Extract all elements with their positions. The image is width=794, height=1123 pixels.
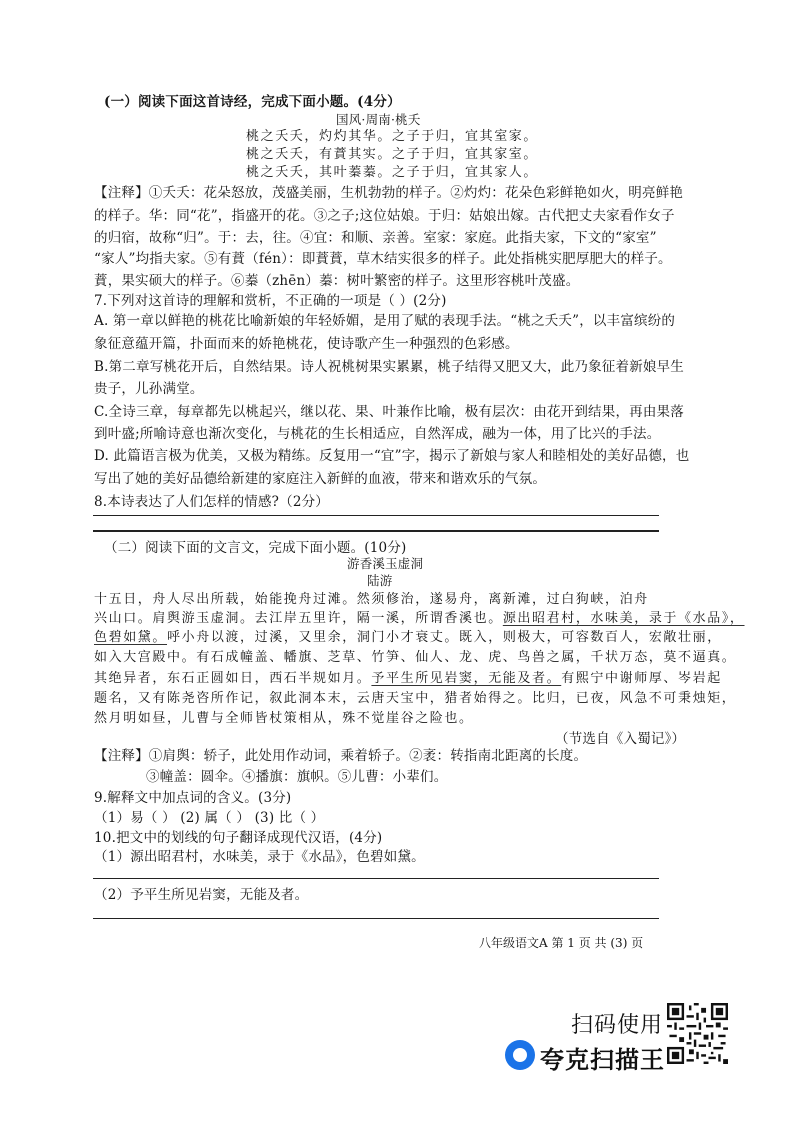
page-footer: 八年级语文A 第 1 页 共 (3) 页 (479, 936, 644, 950)
answer-line[interactable] (93, 515, 659, 516)
passage-line (94, 630, 722, 646)
passage-line (94, 611, 745, 627)
underlined-sentence-1-cont: 色碧如黛。 (94, 630, 168, 645)
answer-line[interactable] (93, 918, 659, 919)
text-author: 陆游 (367, 573, 393, 588)
passage-text: 有熙宁中谢师厚、岑岩起 (561, 671, 722, 686)
poem-note-line: 的样子。华：同“花”，指盛开的花。③之子;这位姑娘。于归：姑娘出嫁。古代把丈夫家看作女子 (94, 208, 675, 224)
passage-note-line: ③幢盖：圆伞。④播旗：旗帜。⑤儿曹：小辈们。 (146, 769, 448, 785)
q9-blanks[interactable]: （1）易（ ） (2) 属（ ） (3) 比（ ） (94, 810, 325, 826)
passage-line (94, 671, 722, 687)
scan-caption: 扫码使用 (571, 1013, 664, 1038)
q10-item-1: （1）源出昭君村，水味美，录于《水品》，色碧如黛。 (94, 849, 425, 865)
q7-option-b: B.第二章写桃花开后，自然结果。诗人祝桃树果实累累，桃子结得又肥又大，此乃象征着新娘早生 (94, 359, 685, 375)
passage-line: 如入大宫殿中。有石成幢盖、幡旗、芝草、竹笋、仙人、龙、虎、鸟兽之属，千状万态，莫不逼真。 (94, 650, 737, 665)
q8-stem: 8.本诗表达了人们怎样的情感?（2分） (94, 494, 330, 510)
poem-title: 国风·周南·桃夭 (336, 112, 421, 127)
underlined-sentence-2: 予平生所见岩窦，无能及者。 (371, 671, 562, 686)
q7-option-a-cont: 象征意蕴开篇，扑面而来的娇艳桃花，使诗歌产生一种强烈的色彩感。 (94, 336, 519, 352)
text-title: 游香溪玉虚洞 (347, 556, 424, 571)
passage-text: 其绝异者，东石正圆如日，西石半规如月。 (94, 671, 372, 686)
q10-stem: 10.把文中的划线的句子翻译成现代汉语，(4分) (94, 830, 383, 846)
scanner-brand: 夸克扫描王 (540, 1046, 665, 1074)
poem-note-line: “家人”均指夫家。⑤有蕡（fén）：即蕡蕡，草木结实很多的样子。此处指桃实肥厚肥大的样子。 (94, 251, 672, 267)
poem-line-1: 桃之夭夭，灼灼其华。之子于归，宜其室家。 (246, 129, 539, 144)
passage-text: 呼小舟以渡，过溪，又里余，洞门小才衰丈。既入，则极大，可容数百人，宏敞壮丽， (167, 630, 722, 645)
q7-option-c-cont: 到叶盛;所喻诗意也渐次变化，与桃花的生长相适应，自然浑成，融为一体，用了比兴的手法。 (94, 426, 661, 442)
section-divider (93, 530, 659, 532)
underlined-sentence-1: 源出昭君村，水味美，录于《水品》， (502, 611, 745, 626)
section2-heading: （二）阅读下面的文言文，完成下面小题。(10分) (104, 540, 407, 556)
poem-line-3: 桃之夭夭，其叶蓁蓁。之子于归，宜其家人。 (246, 165, 539, 180)
passage-line: 十五日，舟人尽出所载，始能挽舟过滩。然须修治，遂易舟，离新滩，过白狗峡，泊舟 (94, 592, 649, 607)
poem-line-2: 桃之夭夭，有蕡其实。之子于归，宜其家室。 (246, 147, 539, 162)
q7-stem: 7.下列对这首诗的理解和赏析，不正确的一项是（ ）(2分) (94, 293, 447, 309)
q7-option-d-cont: 写出了她的美好品德给新建的家庭注入新鲜的血液，带来和谐欢乐的气氛。 (94, 471, 547, 487)
q7-option-a: A. 第一章以鲜艳的桃花比喻新娘的年轻娇媚，是用了赋的表现手法。“桃之夭夭”，以丰富缤纷的 (94, 313, 676, 329)
quark-logo-icon (505, 1040, 535, 1070)
q7-option-b-cont: 贵子，儿孙满堂。 (94, 381, 204, 397)
answer-line[interactable] (93, 878, 659, 879)
poem-note-line: 的归宿，故称“归”。于：去，往。④宜：和顺、亲善。室家：家庭。此指夫家，下文的“家室” (94, 230, 657, 246)
poem-note-line: 【注释】①夭夭：花朵怒放，茂盛美丽，生机勃勃的样子。②灼灼：花朵色彩鲜艳如火，明亮鲜艳 (94, 185, 684, 201)
q10-item-2: （2）予平生所见岩窦，无能及者。 (94, 887, 309, 903)
poem-note-line: 蕡，果实硕大的样子。⑥蓁（zhēn）蓁：树叶繁密的样子。这里形容桃叶茂盛。 (94, 273, 580, 289)
passage-line: 然月明如昼，儿曹与全师皆杖策相从，殊不觉崖谷之险也。 (94, 711, 474, 726)
q9-stem: 9.解释文中加点词的含义。(3分) (94, 790, 292, 806)
q7-option-c: C.全诗三章，每章都先以桃起兴，继以花、果、叶兼作比喻，极有层次：由花开到结果，再由果落 (94, 404, 684, 420)
passage-line: 题名，又有陈尧咨所作记，叙此洞本末，云唐天宝中，猎者始得之。比归，已夜，风急不可秉烛矩， (94, 691, 737, 706)
section1-heading: (一）阅读下面这首诗经，完成下面小题。(4分） (104, 94, 401, 110)
passage-text: 兴山口。肩舆游玉虚洞。去江岸五里许，隔一溪，所谓香溪也。 (94, 611, 503, 626)
qr-code-icon[interactable] (667, 1003, 728, 1064)
passage-note-line: 【注释】①肩舆：轿子，此处用作动词，乘着轿子。②袤：转指南北距离的长度。 (94, 748, 588, 764)
q7-option-d: D. 此篇语言极为优美，又极为精练。反复用一“宜”字，揭示了新娘与家人和睦相处的美好品德，也 (94, 448, 690, 464)
passage-source: （节选自《入蜀记》） (555, 731, 686, 747)
